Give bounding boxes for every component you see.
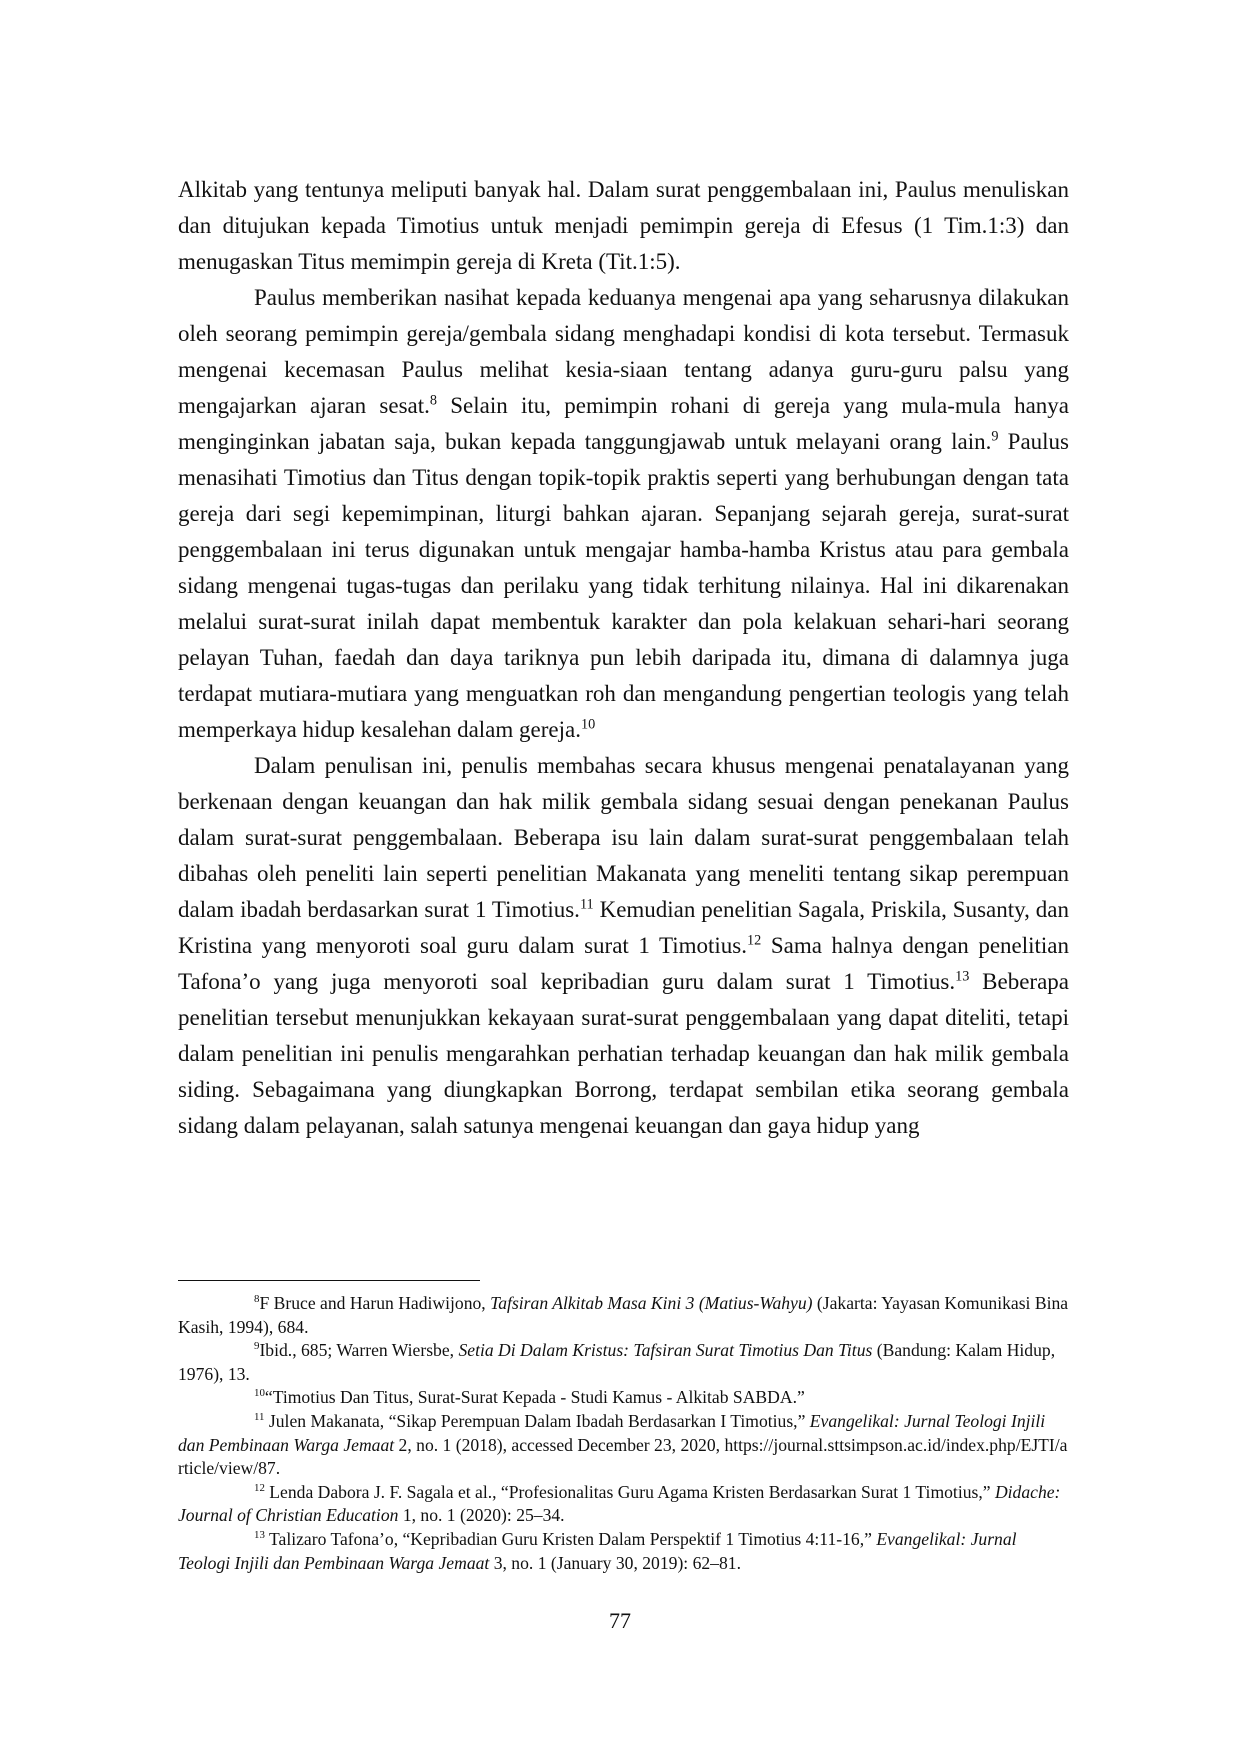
footnote-8-number: 8 bbox=[254, 1293, 260, 1306]
footnote-13-publication: 3, no. 1 (January 30, 2019): 62–81. bbox=[489, 1552, 741, 1573]
footnote-9-publication: (Bandung: Kalam Hidup, 1976), 13. bbox=[178, 1340, 1056, 1384]
footnote-10 bbox=[178, 1386, 1069, 1410]
footnote-11-link[interactable]: https://journal.sttsimpson.ac.id/index.php/EJTI/article/view/87. bbox=[178, 1434, 1068, 1479]
page-number: 77 bbox=[609, 1608, 631, 1633]
footnote-9-text: Ibid., 685; Warren Wiersbe, bbox=[259, 1340, 459, 1361]
paragraph-2 bbox=[178, 280, 1069, 748]
footnote-ref-9[interactable]: 9 bbox=[991, 428, 999, 445]
paragraph-3-text-d: Beberapa penelitian tersebut menunjukkan kekayaan surat-surat penggembalaan yang dapat diteliti, tetapi dalam penelitian ini penulis mengarahkan perhatian terhadap keuangan dan hak milik gembala siding. Sebagaimana yang diungkapkan Borrong, terdapat sembilan etika seorang gembala sidang dalam pelayanan, salah satunya mengenai keuangan dan gaya hidup yang bbox=[178, 969, 1069, 1138]
footnote-8-title: Tafsiran Alkitab Masa Kini 3 (Matius-Wahyu) bbox=[490, 1293, 813, 1313]
paragraph-3-text-a: Dalam penulisan ini, penulis membahas secara khusus mengenai penatalayanan yang berkenaan dengan keuangan dan hak milik gembala sidang sesuai dengan penekanan Paulus dalam surat-surat penggembalaan. Beberapa isu lain dalam surat-surat penggembalaan telah dibahas oleh peneliti lain seperti penelitian Makanata yang meneliti tentang sikap perempuan dalam ibadah berdasarkan surat 1 Timotius. bbox=[178, 753, 1069, 922]
footnote-10-text: “Timotius Dan Titus, Surat-Surat Kepada - Studi Kamus - Alkitab SABDA.” bbox=[264, 1387, 805, 1408]
footnote-9 bbox=[178, 1339, 1069, 1386]
footnotes-section bbox=[178, 1292, 1069, 1575]
footnote-8-publication: (Jakarta: Yayasan Komunikasi Bina Kasih, 1994), 684. bbox=[178, 1293, 1069, 1337]
footnote-11-title: Evangelikal: Jurnal Teologi Injili dan Pembinaan Warga Jemaat bbox=[178, 1410, 1046, 1455]
footnote-12-text: Lenda Dabora J. F. Sagala et al., “Profesionalitas Guru Agama Kristen Berdasarkan Surat 1 Timotius,” bbox=[264, 1481, 995, 1502]
paragraph-1 bbox=[178, 172, 1069, 280]
paragraph-2-text-c: Paulus menasihati Timotius dan Titus dengan topik-topik praktis seperti yang berhubungan dengan tata gereja dari segi kepemimpinan, liturgi bahkan ajaran. Sepanjang sejarah gereja, surat-surat penggembalaan ini terus digunakan untuk mengajar hamba-hamba Kristus atau para gembala sidang mengenai tugas-tugas dan perilaku yang tidak terhitung nilainya. Hal ini dikarenakan melalui surat-surat inilah dapat membentuk karakter dan pola kelakuan sehari-hari seorang pelayan Tuhan, faedah dan daya tariknya pun lebih daripada itu, dimana di dalamnya juga terdapat mutiara-mutiara yang menguatkan roh dan mengandung pengertian teologis yang telah memperkaya hidup kesalehan dalam gereja. bbox=[178, 429, 1069, 742]
footnote-12-title: Didache: Journal of Christian Education bbox=[178, 1481, 1061, 1526]
paragraph-2-text-b: Selain itu, pemimpin rohani di gereja yang mula-mula hanya menginginkan jabatan saja, bukan kepada tanggungjawab untuk melayani orang lain. bbox=[178, 393, 1069, 454]
footnote-9-number: 9 bbox=[254, 1340, 260, 1353]
footnote-8 bbox=[178, 1292, 1069, 1339]
footnote-11-text: Julen Makanata, “Sikap Perempuan Dalam Ibadah Berdasarkan I Timotius,” bbox=[264, 1410, 810, 1431]
paragraph-3 bbox=[178, 748, 1069, 1144]
footnote-11 bbox=[178, 1410, 1069, 1481]
paragraph-2-text-a: Paulus memberikan nasihat kepada keduanya mengenai apa yang seharusnya dilakukan oleh seorang pemimpin gereja/gembala sidang menghadapi kondisi di kota tersebut. Termasuk mengenai kecemasan Paulus melihat kesia-siaan tentang adanya guru-guru palsu yang mengajarkan ajaran sesat. bbox=[178, 285, 1069, 418]
footnote-ref-8[interactable]: 8 bbox=[429, 392, 438, 409]
footnote-10-number: 10 bbox=[254, 1387, 265, 1400]
footnote-separator bbox=[178, 1280, 480, 1281]
footnote-8-text: F Bruce and Harun Hadiwijono, bbox=[259, 1293, 491, 1313]
footnote-12-publication: 1, no. 1 (2020): 25–34. bbox=[398, 1505, 565, 1526]
paragraph-1-text: Alkitab yang tentunya meliputi banyak hal. Dalam surat penggembalaan ini, Paulus menuliskan dan ditujukan kepada Timotius untuk menjadi pemimpin gereja di Efesus (1 Tim.1:3) dan menugaskan Titus memimpin gereja di Kreta (Tit.1:5). bbox=[178, 177, 1069, 274]
footnote-11-publication: 2, no. 1 (2018), accessed December 23, 2020, bbox=[394, 1434, 725, 1455]
footnote-13-title: Evangelikal: Jurnal Teologi Injili dan Pembinaan Warga Jemaat bbox=[178, 1528, 1017, 1573]
footnote-13-number: 13 bbox=[254, 1529, 265, 1542]
footnote-12-number: 12 bbox=[254, 1481, 265, 1494]
footnote-13-text: Talizaro Tafona’o, “Kepribadian Guru Kristen Dalam Perspektif 1 Timotius 4:11-16,” bbox=[264, 1528, 877, 1549]
footnote-13 bbox=[178, 1528, 1069, 1575]
footnote-ref-12[interactable]: 12 bbox=[747, 932, 762, 949]
footnote-9-title: Setia Di Dalam Kristus: Tafsiran Surat Timotius Dan Titus bbox=[458, 1340, 873, 1361]
footnote-ref-10[interactable]: 10 bbox=[580, 716, 596, 733]
footnote-12 bbox=[178, 1481, 1069, 1528]
footnote-11-number: 11 bbox=[254, 1411, 265, 1424]
footnote-ref-11[interactable]: 11 bbox=[579, 896, 594, 913]
footnote-ref-13[interactable]: 13 bbox=[955, 968, 970, 985]
paragraph-3-text-c: Sama halnya dengan penelitian Tafona’o yang juga menyoroti soal kepribadian guru dalam surat 1 Timotius. bbox=[178, 933, 1070, 994]
paragraph-3-text-b: Kemudian penelitian Sagala, Priskila, Susanty, dan Kristina yang menyoroti soal guru dalam surat 1 Timotius. bbox=[178, 897, 1069, 958]
main-body-text bbox=[178, 172, 1069, 1144]
